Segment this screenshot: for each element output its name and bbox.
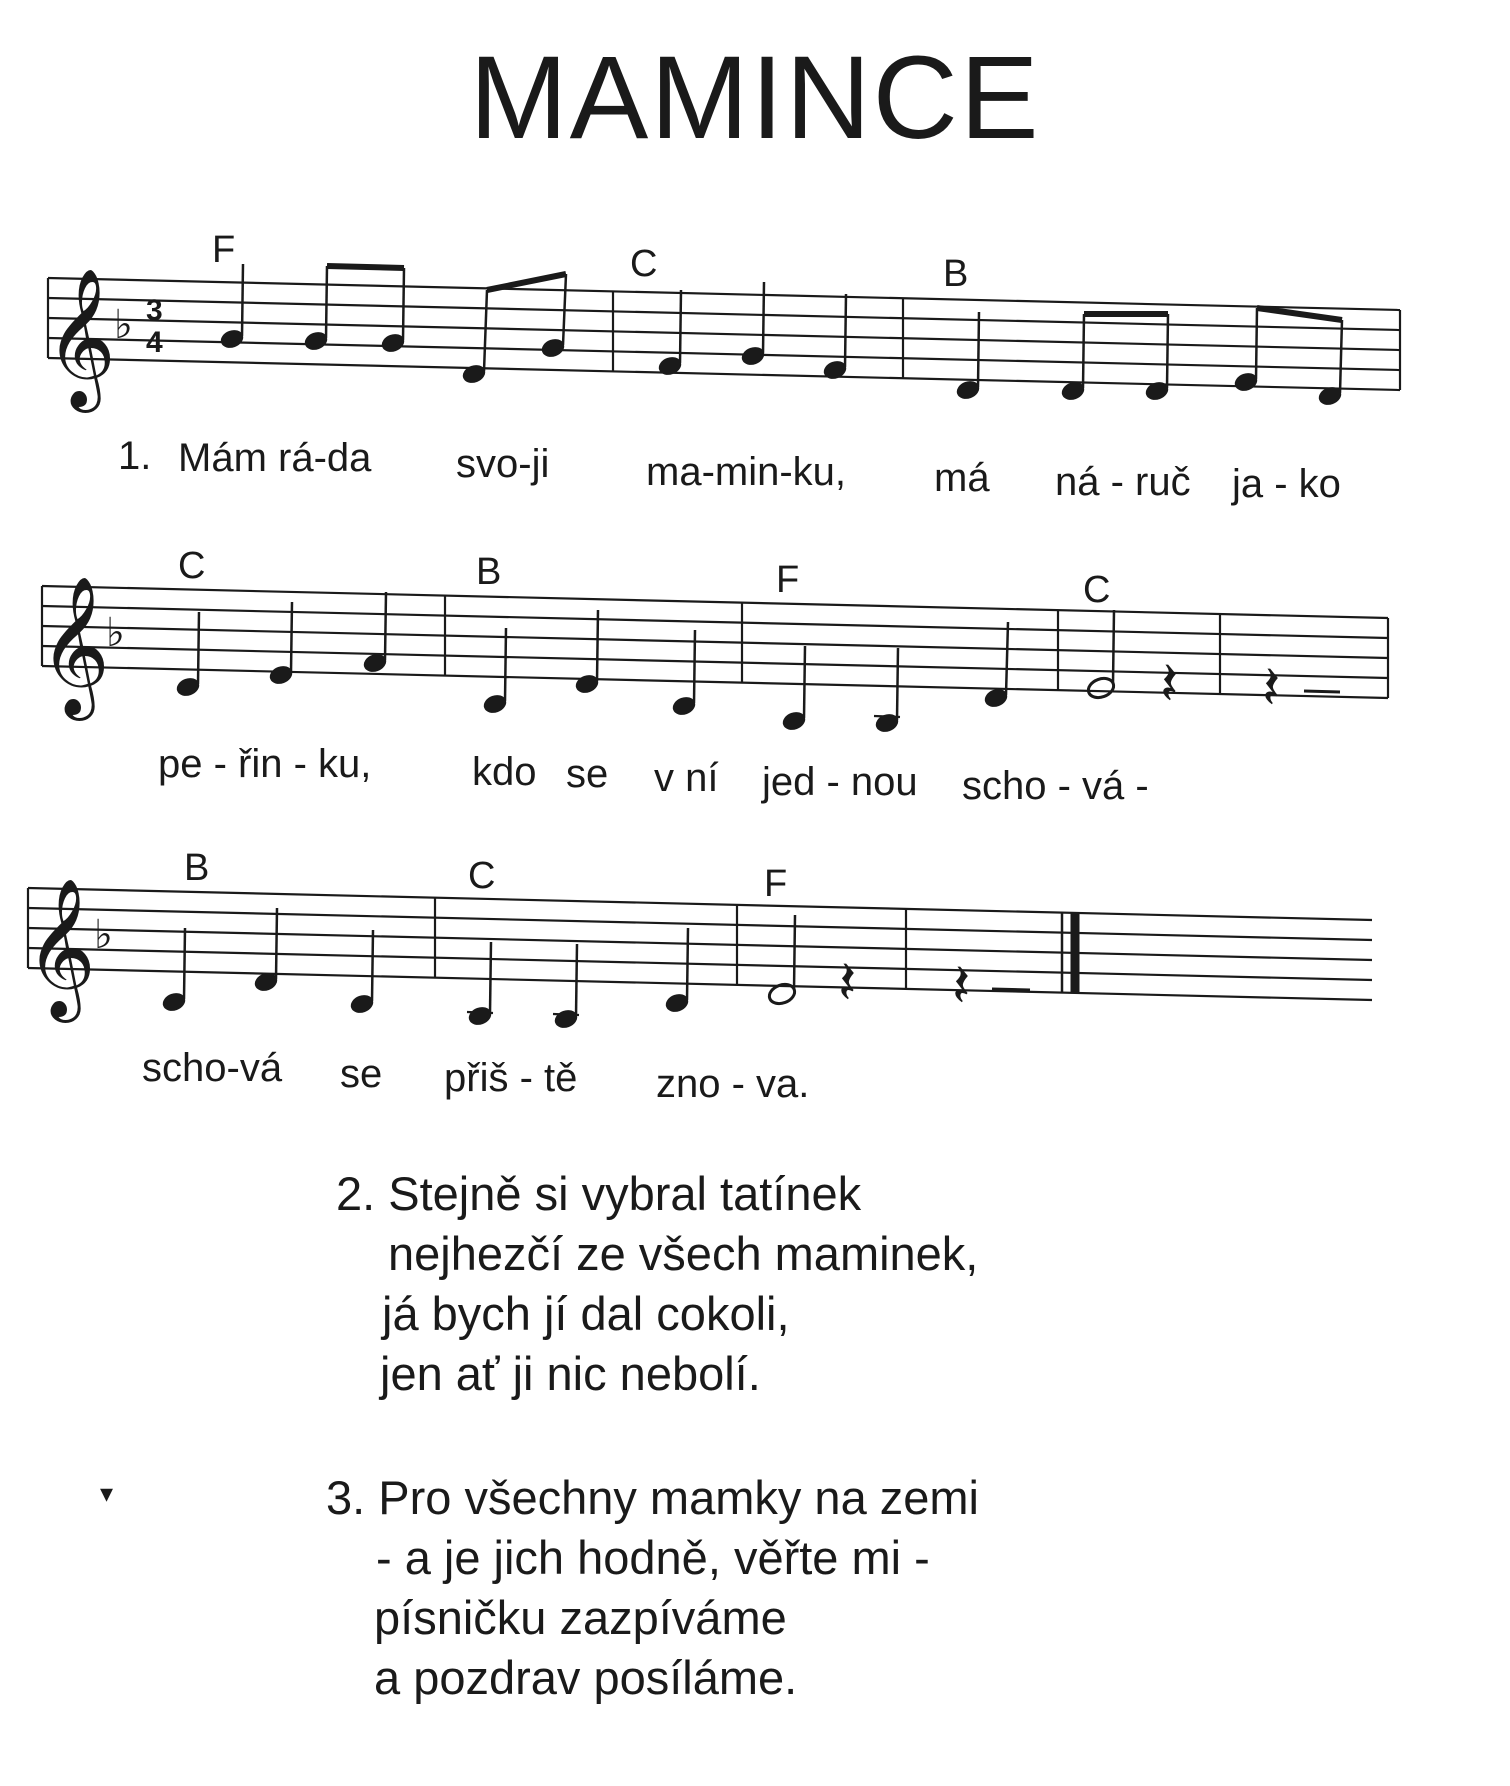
- time-signature-bottom: 4: [146, 326, 163, 359]
- rest-dash: [992, 989, 1030, 990]
- time-signature-top: 3: [146, 294, 163, 327]
- lyric-syllable: ma-min-ku,: [646, 450, 847, 494]
- notes-staff-3: [161, 908, 797, 1030]
- verse-line: já bych jí dal cokoli,: [382, 1287, 790, 1340]
- verse-line: jen ať ji nic nebolí.: [380, 1347, 761, 1400]
- lyric-syllable: se: [566, 752, 609, 796]
- rest-dash: [1304, 691, 1340, 692]
- lyric-syllable: 1.: [118, 434, 152, 478]
- chord-label: F: [212, 229, 236, 271]
- lyric-syllable: Mám rá-da: [178, 436, 372, 480]
- flat-sign: ♭: [114, 303, 133, 347]
- verse-3: [326, 1468, 979, 1708]
- lyric-syllable: svo-ji: [456, 442, 550, 486]
- verse-line: 2. Stejně si vybral tatínek: [336, 1167, 862, 1220]
- flat-sign: ♭: [94, 913, 113, 957]
- verse-line: a pozdrav posíláme.: [374, 1651, 798, 1704]
- chord-label: B: [943, 253, 969, 295]
- lyric-syllable: se: [340, 1052, 383, 1096]
- chord-label: C: [630, 243, 658, 285]
- chord-label: B: [476, 551, 502, 593]
- staff-3: [28, 888, 1372, 1000]
- lyric-syllable: zno - va.: [656, 1062, 810, 1106]
- lyric-syllable: kdo: [472, 750, 537, 794]
- verse-line: 3. Pro všechny mamky na zemi: [326, 1471, 979, 1524]
- treble-clef-icon: 𝄞: [39, 578, 110, 712]
- chord-label: F: [776, 559, 800, 601]
- chord-label: C: [178, 545, 206, 587]
- quarter-rest-icon: 𝄽: [838, 949, 857, 1016]
- verse-line: - a je jich hodně, věřte mi -: [376, 1531, 930, 1584]
- verse-2: [336, 1164, 978, 1404]
- lyric-syllable: ná - ruč: [1055, 460, 1191, 504]
- quarter-rest-icon: 𝄽: [1160, 650, 1179, 717]
- lyric-syllable: jed - nou: [762, 760, 918, 804]
- flat-sign: ♭: [106, 611, 125, 655]
- lyric-syllable: ja - ko: [1232, 462, 1341, 506]
- chord-label: C: [1083, 569, 1111, 611]
- quarter-rest-icon: 𝄽: [952, 952, 971, 1019]
- scan-speck: ▾: [100, 1478, 114, 1508]
- lyric-syllable: v ní: [654, 756, 719, 800]
- lyric-syllable: scho - vá -: [962, 764, 1149, 808]
- lyric-syllable: přiš - tě: [444, 1056, 578, 1100]
- staff-1: [48, 278, 1400, 390]
- quarter-rest-icon: 𝄽: [1262, 654, 1281, 721]
- lyric-syllable: má: [934, 456, 990, 500]
- chord-label: C: [468, 855, 496, 897]
- chord-label: B: [184, 847, 210, 889]
- treble-clef-icon: 𝄞: [45, 270, 116, 404]
- treble-clef-icon: 𝄞: [25, 880, 96, 1014]
- chord-label: F: [764, 863, 788, 905]
- lyric-syllable: scho-vá: [142, 1046, 283, 1090]
- lyric-syllable: pe - řin - ku,: [158, 742, 372, 786]
- song-title: MAMINCE: [469, 32, 1041, 164]
- verse-line: nejhezčí ze všech maminek,: [388, 1227, 979, 1280]
- staff-2: [42, 586, 1388, 698]
- verse-line: písničku zazpíváme: [374, 1591, 787, 1644]
